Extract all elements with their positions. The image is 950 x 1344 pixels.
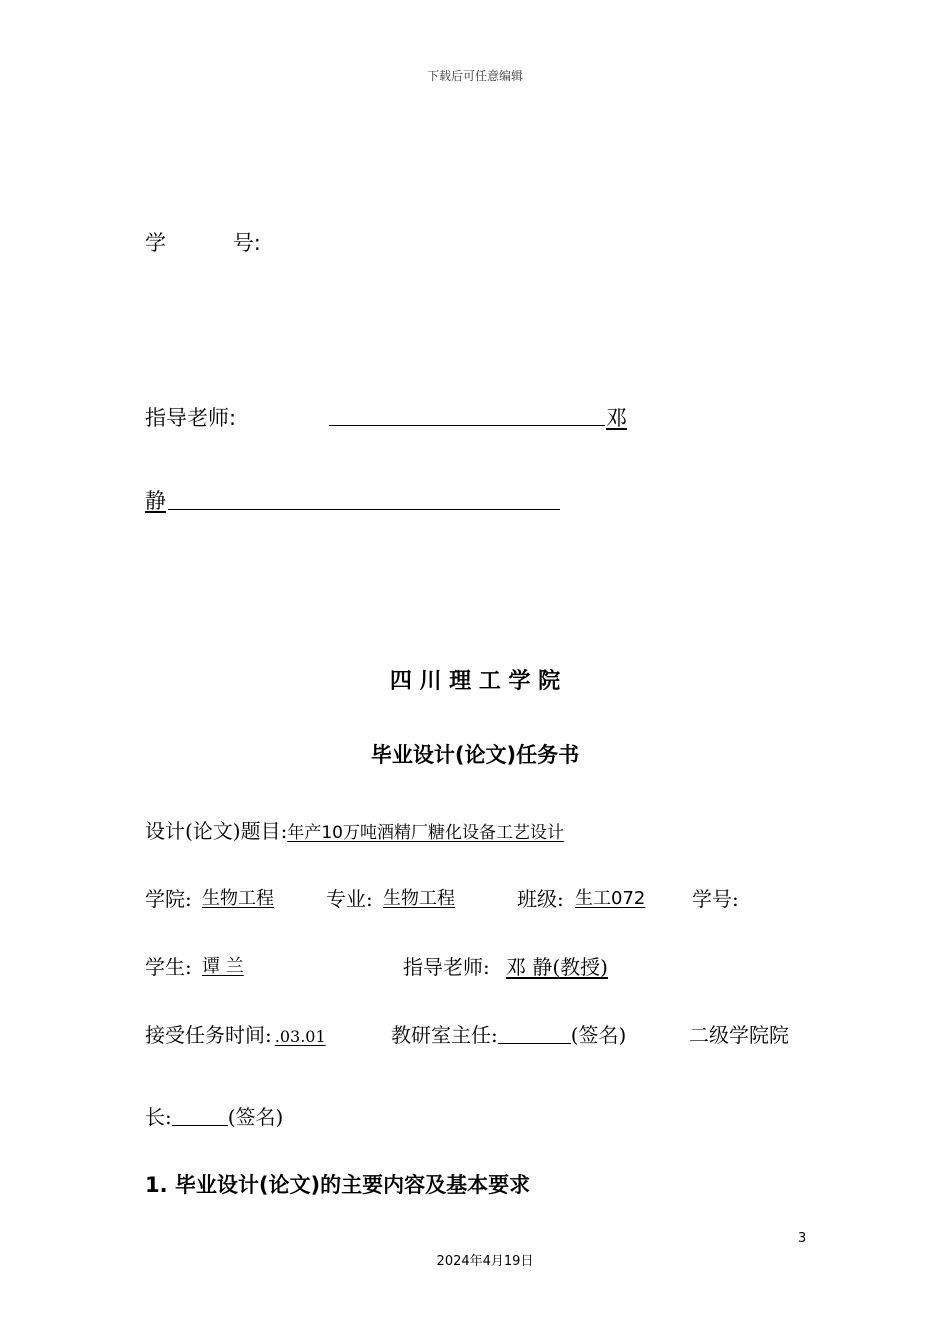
school-title: 四 川 理 工 学 院 xyxy=(389,669,561,694)
time-row xyxy=(145,1019,326,1048)
section-heading: 1. 毕业设计(论文)的主要内容及基本要求 xyxy=(145,1173,531,1197)
time-value: .03.01 xyxy=(274,1027,326,1046)
class-value: 生工072 xyxy=(575,888,646,909)
time-label: 接受任务时间: xyxy=(145,1023,272,1047)
cover-advisor-label: 指导老师: xyxy=(145,406,237,430)
dean-label-b: 长: xyxy=(145,1105,172,1129)
document-title: 毕业设计(论文)任务书 xyxy=(370,743,580,767)
cover-advisor-name-a: 邓 xyxy=(606,406,627,430)
major-label: 专业: xyxy=(326,887,373,911)
page-header: 下载后可任意编辑 xyxy=(426,69,523,83)
advisor-label: 指导老师: xyxy=(403,955,490,979)
student-id-label: 学 号: xyxy=(145,231,261,255)
director-label: 教研室主任: xyxy=(391,1023,498,1047)
dean-label-a: 二级学院院 xyxy=(689,1023,789,1047)
director-sign-note: (签名) xyxy=(570,1023,627,1047)
director-row xyxy=(391,1019,626,1048)
student-value: 谭 兰 xyxy=(202,956,244,977)
dean-sign-note: (签名) xyxy=(227,1105,284,1129)
major-value: 生物工程 xyxy=(383,888,455,909)
footer-date: 2024年4月19日 xyxy=(436,1254,534,1269)
cover-advisor-line-2 xyxy=(168,509,560,510)
class-label: 班级: xyxy=(517,887,564,911)
dean-row xyxy=(145,1101,283,1130)
cover-advisor-name-b: 静 xyxy=(145,489,166,513)
topic-label: 设计(论文)题目: xyxy=(145,819,288,843)
dean-signature-blank xyxy=(172,1105,228,1126)
student-id-label-2: 学号: xyxy=(692,887,739,911)
topic-row xyxy=(145,815,564,844)
advisor-value: 邓 静(教授) xyxy=(506,955,608,979)
student-label: 学生: xyxy=(145,955,192,979)
college-value: 生物工程 xyxy=(202,888,274,909)
topic-value: 年产10万吨酒精厂糖化设备工艺设计 xyxy=(287,823,564,843)
college-label: 学院: xyxy=(145,887,192,911)
page-number: 3 xyxy=(798,1231,807,1246)
director-signature-blank xyxy=(498,1023,571,1044)
cover-advisor-line xyxy=(329,425,605,426)
